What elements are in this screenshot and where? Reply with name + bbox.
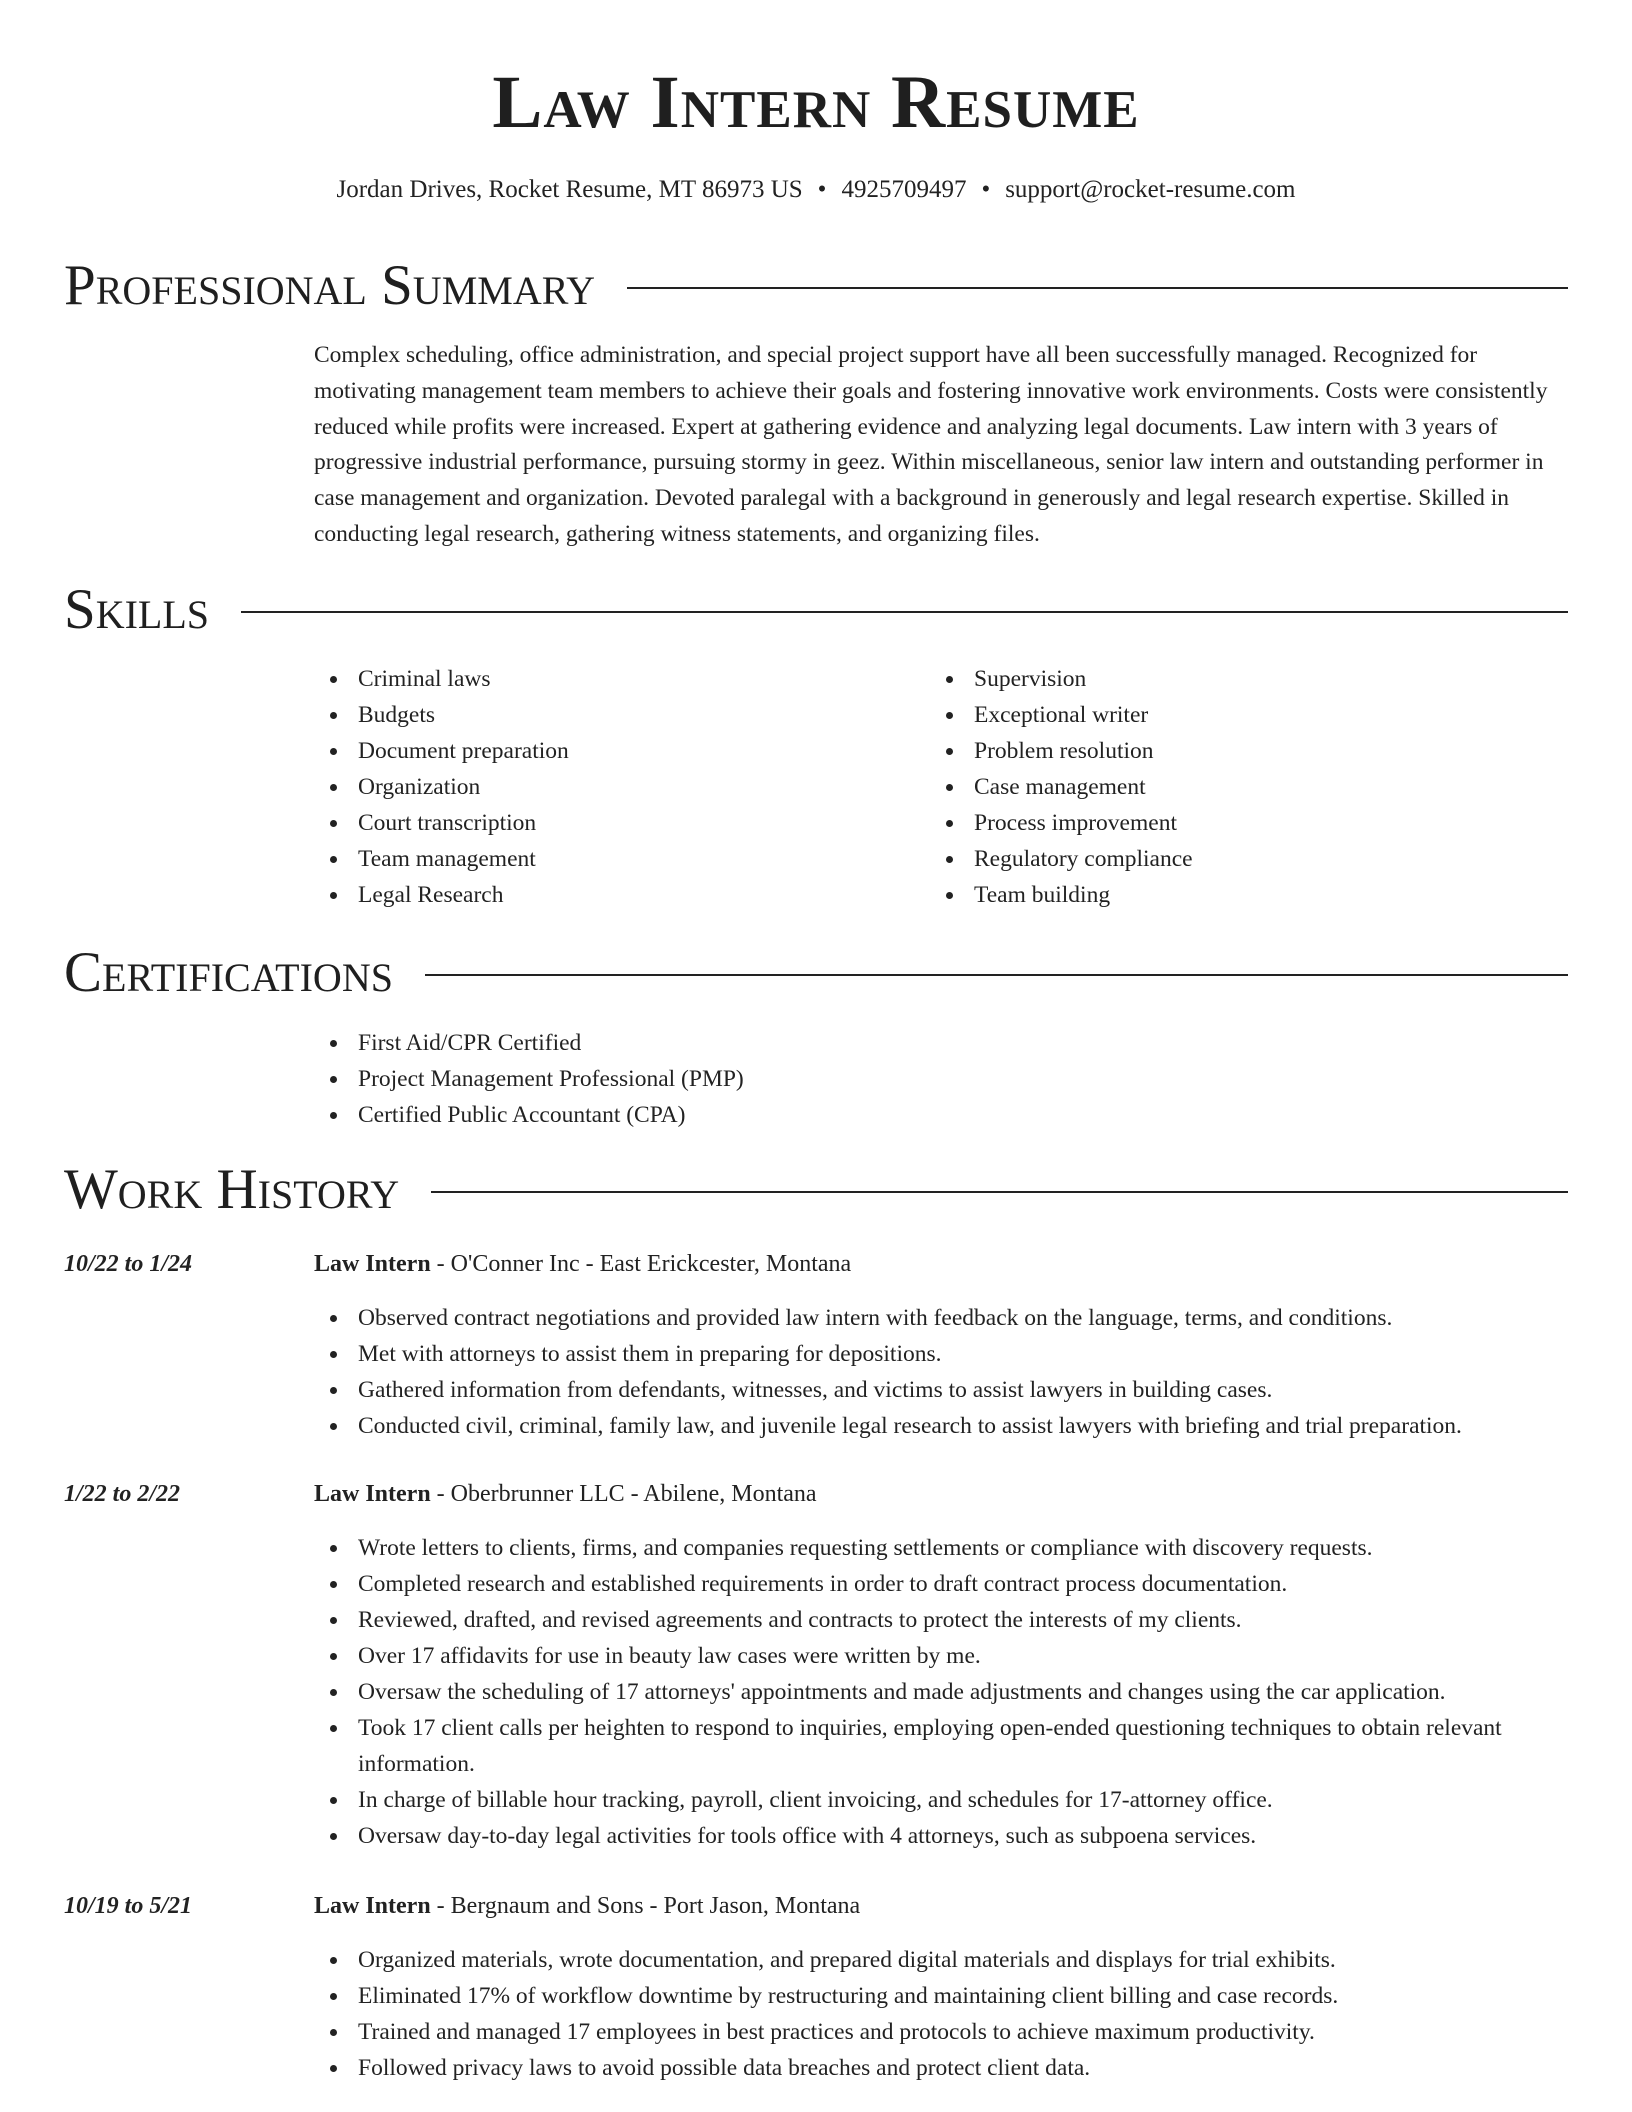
page-title: Law Intern Resume	[492, 61, 1140, 144]
section-skills	[64, 575, 1568, 645]
duty-item: Took 17 client calls per heighten to respond to inquiries, employing open-ended questioning techniques to obtain relevant information.	[314, 1710, 1568, 1782]
skill-item: Exceptional writer	[930, 697, 1530, 733]
section-professional-summary	[64, 251, 1568, 321]
section-divider	[425, 974, 1568, 976]
duty-item: Organized materials, wrote documentation, and prepared digital materials and displays for trial exhibits.	[314, 1942, 1568, 1978]
summary-text: Complex scheduling, office administration, and special project support have all been successfully managed. Recognized for motivating management team members to achieve their goals and fostering innovative work environments. Costs were consistently reduced while profits were increased. Expert at gathering evidence and analyzing legal documents. Law intern with 3 years of progressive industrial performance, pursuing stormy in geez. Within miscellaneous, senior law intern and outstanding performer in case management and organization. Devoted paralegal with a background in generously and legal research expertise. Skilled in conducting legal research, gathering witness statements, and organizing files.	[314, 342, 1548, 547]
job-heading	[314, 1476, 817, 1512]
skills-list-right	[930, 661, 1530, 913]
job-employer: - Bergnaum and Sons - Port Jason, Montana	[430, 1893, 861, 1919]
section-divider	[431, 1191, 1568, 1193]
contact-separator: •	[981, 176, 991, 203]
job-duties	[314, 1300, 1568, 1444]
duty-item: Over 17 affidavits for use in beauty law cases were written by me.	[314, 1638, 1568, 1674]
job-heading	[314, 1888, 860, 1924]
job-duties	[314, 1530, 1568, 1854]
job-dates: 10/22 to 1/24	[64, 1251, 193, 1277]
section-divider	[627, 287, 1568, 289]
job-dates: 10/19 to 5/21	[64, 1893, 193, 1919]
job-duties	[314, 1942, 1568, 2086]
duty-item: Oversaw the scheduling of 17 attorneys' appointments and made adjustments and changes using the car application.	[314, 1674, 1568, 1710]
duty-item: Eliminated 17% of workflow downtime by restructuring and maintaining client billing and case records.	[314, 1978, 1568, 2014]
duty-item: Followed privacy laws to avoid possible data breaches and protect client data.	[314, 2050, 1568, 2086]
skill-item: Document preparation	[314, 733, 914, 769]
skill-item: Organization	[314, 769, 914, 805]
section-title: Skills	[64, 578, 210, 641]
duty-item: Completed research and established requirements in order to draft contract process documentation.	[314, 1566, 1568, 1602]
skill-item: Problem resolution	[930, 733, 1530, 769]
duty-item: Trained and managed 17 employees in best practices and protocols to achieve maximum productivity.	[314, 2014, 1568, 2050]
skill-item: Team management	[314, 841, 914, 877]
duty-item: Wrote letters to clients, firms, and companies requesting settlements or compliance with discovery requests.	[314, 1530, 1568, 1566]
section-divider	[241, 611, 1568, 613]
section-work-history	[64, 1155, 1568, 1225]
certification-item: Project Management Professional (PMP)	[314, 1061, 1214, 1097]
job-dates: 1/22 to 2/22	[64, 1481, 181, 1507]
job-title: Law Intern	[314, 1481, 431, 1507]
skill-item: Budgets	[314, 697, 914, 733]
section-title: Professional Summary	[64, 254, 596, 317]
certification-item: First Aid/CPR Certified	[314, 1025, 1214, 1061]
section-title: Certifications	[64, 941, 393, 1004]
skill-item: Supervision	[930, 661, 1530, 697]
job-heading	[314, 1246, 851, 1282]
job-employer: - Oberbrunner LLC - Abilene, Montana	[430, 1481, 817, 1507]
duty-item: Reviewed, drafted, and revised agreements and contracts to protect the interests of my clients.	[314, 1602, 1568, 1638]
contact-line	[0, 172, 1632, 208]
certification-item: Certified Public Accountant (CPA)	[314, 1097, 1214, 1133]
skill-item: Criminal laws	[314, 661, 914, 697]
skill-item: Court transcription	[314, 805, 914, 841]
duty-item: Observed contract negotiations and provided law intern with feedback on the language, terms, and conditions.	[314, 1300, 1568, 1336]
skill-item: Regulatory compliance	[930, 841, 1530, 877]
section-title: Work History	[64, 1158, 400, 1221]
skills-list-left	[314, 661, 914, 913]
job-employer: - O'Conner Inc - East Erickcester, Montana	[430, 1251, 852, 1277]
skill-item: Process improvement	[930, 805, 1530, 841]
job-title: Law Intern	[314, 1893, 431, 1919]
skill-item: Case management	[930, 769, 1530, 805]
skill-item: Team building	[930, 877, 1530, 913]
job-title: Law Intern	[314, 1251, 431, 1277]
contact-separator: •	[817, 176, 827, 203]
duty-item: Gathered information from defendants, witnesses, and victims to assist lawyers in building cases.	[314, 1372, 1568, 1408]
duty-item: In charge of billable hour tracking, payroll, client invoicing, and schedules for 17-attorney office.	[314, 1782, 1568, 1818]
contact-phone: 4925709497	[841, 176, 967, 203]
duty-item: Met with attorneys to assist them in preparing for depositions.	[314, 1336, 1568, 1372]
certifications-list	[314, 1025, 1214, 1133]
skill-item: Legal Research	[314, 877, 914, 913]
section-certifications	[64, 938, 1568, 1008]
contact-email: support@rocket-resume.com	[1005, 176, 1296, 203]
duty-item: Oversaw day-to-day legal activities for tools office with 4 attorneys, such as subpoena services.	[314, 1818, 1568, 1854]
duty-item: Conducted civil, criminal, family law, and juvenile legal research to assist lawyers with briefing and trial preparation.	[314, 1408, 1568, 1444]
contact-address: Jordan Drives, Rocket Resume, MT 86973 US	[336, 176, 803, 203]
